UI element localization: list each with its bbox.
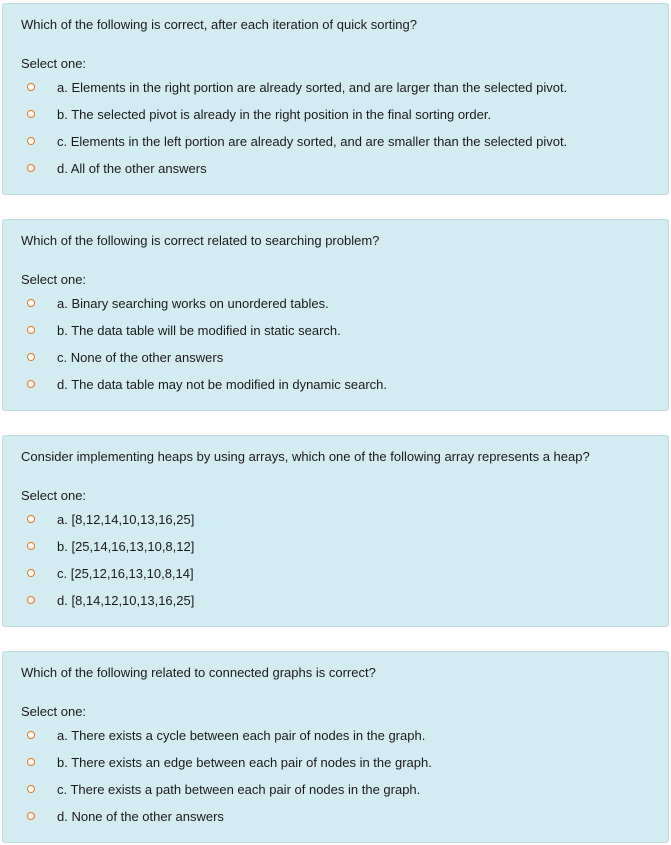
option-label: b. There exists an edge between each pair of nodes in the graph. (57, 754, 432, 770)
question-text: Which of the following related to connected graphs is correct? (21, 665, 376, 680)
question-card-1 (2, 3, 669, 195)
option-d[interactable] (25, 806, 224, 826)
radio-button-icon[interactable] (27, 569, 35, 577)
option-label: a. There exists a cycle between each pair of nodes in the graph. (57, 727, 426, 743)
option-label: d. [8,14,12,10,13,16,25] (57, 592, 195, 608)
radio-button-icon[interactable] (27, 542, 35, 550)
option-a[interactable] (25, 77, 567, 97)
option-a[interactable] (25, 725, 425, 745)
option-c[interactable] (25, 131, 567, 151)
radio-button-icon[interactable] (27, 299, 35, 307)
select-one-label: Select one: (21, 488, 87, 503)
radio-button-icon[interactable] (27, 785, 35, 793)
option-a[interactable] (25, 293, 329, 313)
option-b[interactable] (25, 104, 491, 124)
question-card-4 (2, 651, 669, 843)
radio-button-icon[interactable] (27, 731, 35, 739)
radio-button-icon[interactable] (27, 326, 35, 334)
option-label: b. [25,14,16,13,10,8,12] (57, 538, 195, 554)
question-text: Which of the following is correct, after each iteration of quick sorting? (21, 17, 417, 32)
question-text: Which of the following is correct related to searching problem? (21, 233, 380, 248)
radio-button-icon[interactable] (27, 164, 35, 172)
select-one-label: Select one: (21, 704, 87, 719)
select-one-label: Select one: (21, 56, 87, 71)
option-c[interactable] (25, 347, 223, 367)
option-b[interactable] (25, 536, 194, 556)
radio-button-icon[interactable] (27, 596, 35, 604)
option-label: b. The selected pivot is already in the right position in the final sorting order. (57, 106, 492, 122)
option-c[interactable] (25, 779, 420, 799)
radio-button-icon[interactable] (27, 110, 35, 118)
option-b[interactable] (25, 320, 341, 340)
option-d[interactable] (25, 590, 194, 610)
option-label: a. [8,12,14,10,13,16,25] (57, 511, 195, 527)
option-label: d. None of the other answers (57, 808, 224, 824)
radio-button-icon[interactable] (27, 137, 35, 145)
option-d[interactable] (25, 158, 207, 178)
option-label: c. None of the other answers (57, 349, 224, 365)
option-a[interactable] (25, 509, 194, 529)
select-one-label: Select one: (21, 272, 87, 287)
option-label: c. [25,12,16,13,10,8,14] (57, 565, 194, 581)
option-label: a. Elements in the right portion are already sorted, and are larger than the selected pivot. (57, 79, 568, 95)
option-label: b. The data table will be modified in static search. (57, 322, 341, 338)
option-b[interactable] (25, 752, 432, 772)
option-c[interactable] (25, 563, 194, 583)
question-card-3 (2, 435, 669, 627)
radio-button-icon[interactable] (27, 353, 35, 361)
option-label: a. Binary searching works on unordered tables. (57, 295, 329, 311)
radio-button-icon[interactable] (27, 812, 35, 820)
question-text: Consider implementing heaps by using arrays, which one of the following array represents a heap? (21, 449, 590, 464)
radio-button-icon[interactable] (27, 515, 35, 523)
radio-button-icon[interactable] (27, 83, 35, 91)
option-label: c. Elements in the left portion are already sorted, and are smaller than the selected pivot. (57, 133, 568, 149)
radio-button-icon[interactable] (27, 758, 35, 766)
question-card-2 (2, 219, 669, 411)
option-d[interactable] (25, 374, 387, 394)
radio-button-icon[interactable] (27, 380, 35, 388)
option-label: d. All of the other answers (57, 160, 207, 176)
option-label: c. There exists a path between each pair of nodes in the graph. (57, 781, 421, 797)
option-label: d. The data table may not be modified in dynamic search. (57, 376, 388, 392)
